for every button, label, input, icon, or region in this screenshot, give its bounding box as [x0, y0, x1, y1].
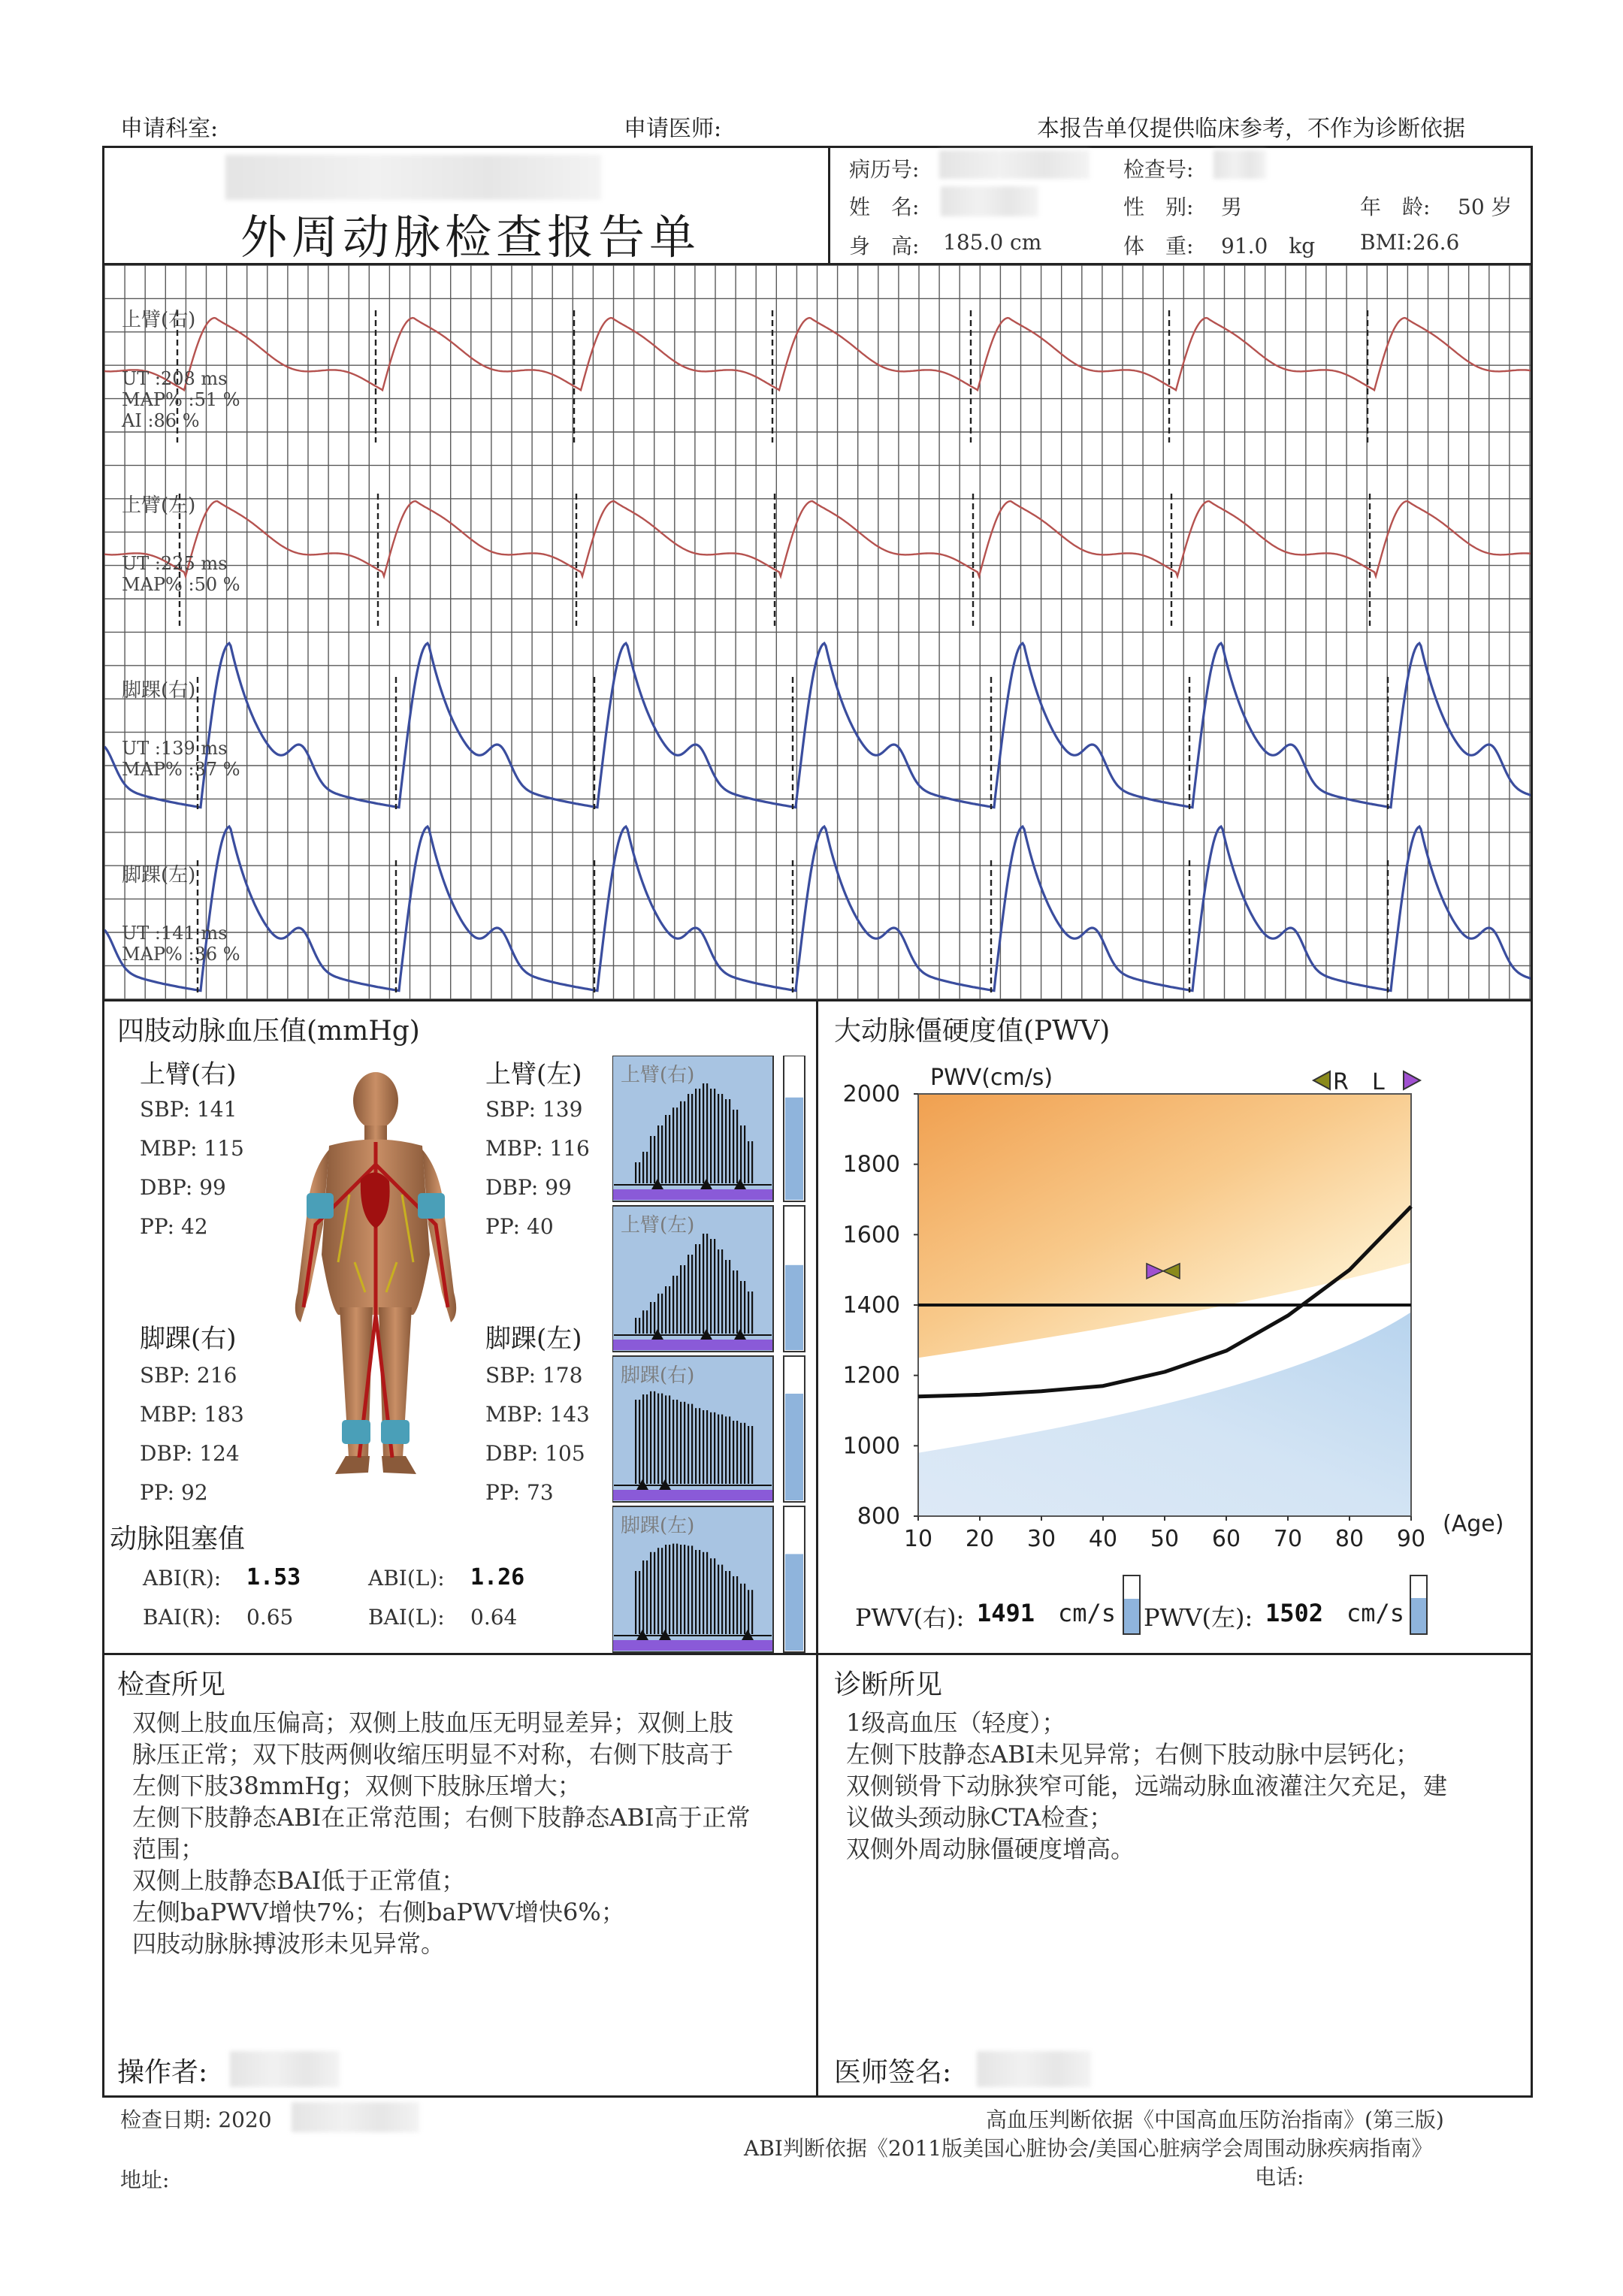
weight-label: 体 重:	[1123, 234, 1194, 258]
thumb-bar	[669, 1545, 670, 1634]
thumb-label: 上臂(左)	[621, 1214, 695, 1237]
x-tick-label: 20	[965, 1526, 995, 1552]
thumb-bar	[714, 1558, 715, 1634]
legend-r-label: R	[1333, 1069, 1349, 1095]
human-body-icon	[270, 1067, 481, 1488]
wave-ai: AI :86 %	[122, 410, 200, 431]
thumb-bar	[736, 1270, 738, 1334]
thumb-bar	[706, 1410, 708, 1484]
thumb-bar	[646, 1560, 648, 1634]
thumb-bar	[729, 1571, 730, 1634]
pwv-left-value: 1502	[1265, 1599, 1324, 1627]
thumb-bar	[669, 1115, 670, 1183]
thumb-bar	[680, 1545, 682, 1634]
doctor-label: 申请医师:	[624, 116, 722, 142]
thumb-bar	[710, 1412, 712, 1484]
thumb-bar	[635, 1162, 636, 1183]
abi-basis: ABI判断依据《2011版美国心脏协会/美国心脏病学会周围动脉疾病指南》	[744, 2136, 1433, 2161]
thumb-floor	[613, 1490, 772, 1500]
thumb-bar	[744, 1423, 745, 1484]
thumb-bar	[744, 1584, 745, 1634]
thumb-bar	[646, 1310, 648, 1334]
phone-label: 电话:	[1255, 2165, 1304, 2189]
thumb-bar	[703, 1234, 704, 1334]
thumb-floor	[613, 1340, 772, 1350]
thumb-bar	[718, 1249, 719, 1334]
thumb-bar	[684, 1265, 685, 1334]
pwv-age-label: (Age)	[1443, 1511, 1504, 1537]
sbp-value: SBP: 141	[140, 1097, 237, 1122]
pp-value: PP: 73	[485, 1480, 554, 1505]
abi-r-value: 1.53	[246, 1564, 301, 1591]
thumb-bar	[642, 1394, 644, 1484]
bmi-label: BMI:	[1360, 230, 1413, 255]
age-value: 50 岁	[1458, 195, 1513, 219]
wave-grid	[104, 265, 1531, 999]
limb-name: 脚踝(左)	[485, 1324, 582, 1354]
pwv-right-value: 1491	[977, 1599, 1035, 1627]
signature-redacted	[977, 2051, 1091, 2087]
thumb-bar	[676, 1400, 678, 1484]
sex-label: 性 别:	[1123, 195, 1194, 219]
wave-map: MAP% :36 %	[122, 944, 240, 965]
thumb-bar	[695, 1244, 697, 1334]
y-tick-label: 1600	[842, 1222, 900, 1249]
address-label: 地址:	[120, 2168, 170, 2192]
thumb-bar	[725, 1416, 727, 1484]
thumb-bar	[748, 1426, 749, 1484]
thumb-bar	[661, 1125, 663, 1183]
y-tick-label: 2000	[842, 1081, 900, 1107]
x-tick-label: 60	[1211, 1526, 1241, 1552]
record-no-label: 病历号:	[849, 157, 920, 182]
abi-r-label: ABI(R):	[143, 1566, 222, 1591]
thumb-bar	[733, 1270, 734, 1334]
x-tick-label: 80	[1334, 1526, 1365, 1552]
dept-label: 申请科室:	[120, 116, 219, 142]
thumb-bar	[748, 1590, 749, 1634]
thumb-bar	[688, 1255, 689, 1334]
thumb-bar	[740, 1281, 742, 1334]
thumb-bar	[718, 1565, 719, 1634]
thumb-bar	[654, 1136, 655, 1183]
thumb-bar	[680, 1402, 682, 1484]
thumb-bar	[676, 1276, 678, 1334]
thumb-bar	[699, 1550, 700, 1634]
thumb-bar	[688, 1404, 689, 1484]
thumb-bar	[706, 1083, 708, 1183]
age-label: 年 龄:	[1360, 195, 1431, 219]
diagnosis-line: 1级高血压（轻度）；	[846, 1708, 1066, 1737]
thumb-bar	[725, 1260, 727, 1334]
thumb-bar	[661, 1394, 663, 1484]
height-label: 身 高:	[849, 234, 920, 258]
sbp-value: SBP: 139	[485, 1097, 583, 1122]
bai-l-value: 0.64	[470, 1605, 518, 1630]
thumb-bar	[744, 1281, 745, 1334]
findings-line: 脉压正常；双下肢两侧收缩压明显不对称，右侧下肢高于	[132, 1740, 734, 1769]
thumb-bar	[672, 1400, 674, 1484]
thumb-bar	[665, 1545, 666, 1634]
thumb-bar	[672, 1107, 674, 1183]
findings-text	[132, 1707, 808, 1959]
name-label: 姓 名:	[849, 195, 920, 219]
thumb-bar	[699, 1244, 700, 1334]
thumb-bar	[729, 1099, 730, 1183]
legend-l-label: L	[1372, 1069, 1385, 1095]
x-tick-label: 50	[1150, 1526, 1180, 1552]
x-tick-label: 90	[1396, 1526, 1426, 1552]
thumb-bar	[736, 1576, 738, 1634]
bmi-value: 26.6	[1413, 230, 1460, 255]
limb-name: 脚踝(右)	[140, 1324, 237, 1354]
thumb-bar	[688, 1094, 689, 1183]
thumb-bar	[676, 1107, 678, 1183]
thumb-bar	[695, 1550, 697, 1634]
thumb-bar	[676, 1544, 678, 1634]
mbp-value: MBP: 115	[140, 1136, 244, 1161]
thumb-bar	[714, 1412, 715, 1484]
mbp-value: MBP: 183	[140, 1402, 244, 1427]
findings-line: 双侧上肢静态BAI低于正常值；	[132, 1866, 466, 1895]
exam-date-label: 检查日期: 2020	[120, 2107, 272, 2132]
findings-line: 四肢动脉脉搏波形未见异常。	[132, 1929, 446, 1958]
weight-value: 91.0 kg	[1221, 234, 1316, 258]
findings-line: 双侧上肢血压偏高；双侧上肢血压无明显差异；双侧上肢	[132, 1708, 734, 1737]
bp-section-title: 四肢动脉血压值(mmHg)	[117, 1016, 420, 1047]
thumb-bar	[691, 1094, 693, 1183]
thumb-bar	[740, 1125, 742, 1183]
x-tick-label: 40	[1088, 1526, 1118, 1552]
thumb-bar	[751, 1426, 753, 1484]
wave-map: MAP% :37 %	[122, 759, 240, 780]
sbp-value: SBP: 216	[140, 1363, 237, 1388]
thumb-bar	[642, 1310, 644, 1334]
thumb-bar	[642, 1560, 644, 1634]
wave-label-ankle-right: 脚踝(右)	[122, 679, 196, 702]
x-tick-label: 70	[1273, 1526, 1303, 1552]
thumb-bar	[672, 1544, 674, 1634]
thumb-bar	[721, 1094, 723, 1183]
thumb-bar	[695, 1089, 697, 1183]
operator-label: 操作者:	[117, 2057, 208, 2088]
thumb-bar	[691, 1545, 693, 1634]
wave-ut: UT :141 ms	[122, 923, 228, 944]
thumb-floor	[613, 1640, 772, 1651]
thumb-gauge-fill	[785, 1098, 803, 1200]
bai-l-label: BAI(L):	[368, 1605, 445, 1630]
exam-no-label: 检查号:	[1123, 157, 1194, 182]
findings-line: 左侧下肢38mmHg；双侧下肢脉压增大；	[132, 1772, 582, 1800]
abi-section-title: 动脉阻塞值	[110, 1524, 246, 1554]
thumb-bar	[706, 1234, 708, 1334]
thumb-bar	[669, 1286, 670, 1334]
pwv-right-label: PWV(右):	[855, 1603, 965, 1632]
height-value: 185.0 cm	[943, 230, 1042, 255]
exam-date-redacted	[292, 2102, 419, 2132]
legend-l	[1372, 1069, 1420, 1095]
thumb-bar	[688, 1545, 689, 1634]
thumb-bar	[639, 1318, 640, 1334]
findings-line: 范围；	[132, 1835, 205, 1863]
thumb-bar	[650, 1391, 651, 1484]
signature-label: 医师签名:	[834, 2057, 952, 2088]
pwv-right-unit: cm/s	[1058, 1599, 1117, 1627]
thumb-bar	[680, 1101, 682, 1183]
thumb-label: 上臂(右)	[621, 1064, 695, 1086]
thumb-gauge-fill	[785, 1554, 803, 1651]
thumb-bar	[650, 1302, 651, 1334]
thumb-bar	[748, 1292, 749, 1334]
thumb-bar	[646, 1394, 648, 1484]
thumb-bar	[661, 1294, 663, 1334]
thumb-bar	[736, 1110, 738, 1183]
pwv-right-gauge	[1123, 1575, 1141, 1635]
thumb-bar	[654, 1302, 655, 1334]
y-tick-label: 1200	[842, 1362, 900, 1389]
pp-value: PP: 42	[140, 1214, 208, 1239]
thumb-bar	[721, 1565, 723, 1634]
thumb-bar	[669, 1395, 670, 1484]
operator-redacted	[230, 2051, 340, 2087]
pp-value: PP: 92	[140, 1480, 208, 1505]
thumb-bar	[718, 1094, 719, 1183]
limb-name: 上臂(右)	[140, 1059, 237, 1089]
thumb-bar	[661, 1548, 663, 1634]
thumb-bar	[672, 1276, 674, 1334]
bai-r-label: BAI(R):	[143, 1605, 222, 1630]
wave-ut: UT :208 ms	[122, 368, 228, 389]
wave-label-ankle-left: 脚踝(左)	[122, 864, 196, 887]
x-tick-label: 10	[903, 1526, 933, 1552]
thumb-bar	[657, 1548, 659, 1634]
thumb-bar	[699, 1408, 700, 1484]
thumb-bar	[639, 1571, 640, 1634]
thumb-bar	[751, 1292, 753, 1334]
thumb-bar	[684, 1545, 685, 1634]
thumb-bar	[706, 1552, 708, 1634]
diagnosis-line: 双侧锁骨下动脉狭窄可能，远端动脉血液灌注欠充足，建	[846, 1772, 1448, 1800]
dbp-value: DBP: 99	[485, 1175, 572, 1200]
thumb-bar	[665, 1115, 666, 1183]
abi-l-label: ABI(L):	[368, 1566, 445, 1591]
diagnosis-line: 双侧外周动脉僵硬度增高。	[846, 1835, 1135, 1863]
thumb-bar	[646, 1152, 648, 1183]
thumb-bar	[639, 1400, 640, 1484]
divider	[828, 146, 830, 264]
thumb-bar	[703, 1552, 704, 1634]
legend-r-marker	[1313, 1071, 1330, 1089]
x-tick-label: 30	[1026, 1526, 1056, 1552]
thumb-bar	[733, 1421, 734, 1484]
exam-no-redacted	[1213, 150, 1266, 179]
thumb-gauge-fill	[785, 1394, 803, 1500]
wave-ut: UT :225 ms	[122, 553, 228, 574]
thumb-bar	[718, 1415, 719, 1484]
thumb-bar	[703, 1410, 704, 1484]
thumb-bar	[650, 1136, 651, 1183]
gauge-fill	[1411, 1598, 1426, 1633]
sex-value: 男	[1221, 195, 1243, 219]
thumb-bar	[733, 1110, 734, 1183]
bai-r-value: 0.65	[246, 1605, 294, 1630]
legend-r	[1313, 1069, 1349, 1095]
thumb-bar	[725, 1571, 727, 1634]
thumb-bar	[642, 1152, 644, 1183]
pp-value: PP: 40	[485, 1214, 554, 1239]
thumb-bar	[748, 1141, 749, 1183]
gauge-fill	[1124, 1599, 1139, 1633]
pwv-left-gauge	[1410, 1575, 1428, 1635]
hospital-name-redacted	[225, 155, 601, 200]
thumb-bar	[714, 1239, 715, 1334]
thumb-bar	[710, 1558, 712, 1634]
diagnosis-text	[846, 1707, 1522, 1865]
thumb-bar	[695, 1408, 697, 1484]
thumb-bar	[654, 1552, 655, 1634]
wave-label-upper-left: 上臂(左)	[122, 494, 196, 517]
thumb-bar	[665, 1286, 666, 1334]
thumb-bar	[721, 1249, 723, 1334]
pwv-unit-label: PWV(cm/s)	[930, 1065, 1053, 1091]
thumb-label: 脚踝(左)	[621, 1515, 695, 1537]
y-tick-label: 1800	[842, 1151, 900, 1178]
thumb-bar	[684, 1402, 685, 1484]
thumb-bar	[751, 1141, 753, 1183]
diagnosis-title: 诊断所见	[834, 1669, 943, 1700]
dbp-value: DBP: 99	[140, 1175, 226, 1200]
thumb-bar	[729, 1260, 730, 1334]
thumb-bar	[657, 1294, 659, 1334]
diagnosis-line: 议做头颈动脉CTA检查；	[846, 1803, 1114, 1832]
thumb-label: 脚踝(右)	[621, 1364, 695, 1387]
mbp-value: MBP: 143	[485, 1402, 590, 1427]
thumb-bar	[639, 1162, 640, 1183]
y-tick-label: 1400	[842, 1292, 900, 1319]
y-tick-label: 800	[857, 1503, 900, 1530]
divider	[102, 1653, 1533, 1655]
wave-map: MAP% :51 %	[122, 389, 240, 410]
diagnosis-line: 左侧下肢静态ABI未见异常；右侧下肢动脉中层钙化；	[846, 1740, 1420, 1769]
thumb-floor	[613, 1189, 772, 1200]
thumb-gauge-fill	[785, 1265, 803, 1350]
thumb-bar	[691, 1404, 693, 1484]
thumb-bar	[725, 1099, 727, 1183]
thumb-bar	[684, 1101, 685, 1183]
pulse-thumbnails	[612, 1056, 808, 1657]
thumb-bar	[751, 1590, 753, 1634]
thumb-bar	[740, 1584, 742, 1634]
htn-basis: 高血压判断依据《中国高血压防治指南》(第三版)	[986, 2107, 1444, 2132]
pwv-section-title: 大动脉僵硬度值(PWV)	[834, 1016, 1111, 1047]
report-title: 外周动脉检查报告单	[240, 210, 701, 264]
thumb-bar	[635, 1318, 636, 1334]
wave-ut: UT :139 ms	[122, 738, 228, 759]
thumb-bar	[736, 1421, 738, 1484]
thumb-bar	[710, 1239, 712, 1334]
legend-l-marker	[1404, 1071, 1420, 1089]
thumb-bar	[650, 1552, 651, 1634]
thumb-bar	[733, 1576, 734, 1634]
thumb-bar	[691, 1255, 693, 1334]
thumb-bar	[703, 1083, 704, 1183]
thumb-bar	[654, 1391, 655, 1484]
findings-line: 左侧baPWV增快7%；右侧baPWV增快6%；	[132, 1898, 625, 1926]
disclaimer: 本报告单仅提供临床参考，不作为诊断依据	[1037, 116, 1465, 142]
thumb-bar	[657, 1125, 659, 1183]
wave-label-upper-right: 上臂(右)	[122, 309, 196, 331]
mbp-value: MBP: 116	[485, 1136, 590, 1161]
thumb-bar	[680, 1265, 682, 1334]
dbp-value: DBP: 124	[140, 1441, 240, 1466]
thumb-bar	[635, 1571, 636, 1634]
record-no-redacted	[939, 150, 1090, 179]
thumb-bar	[710, 1089, 712, 1183]
limb-name: 上臂(左)	[485, 1059, 582, 1089]
thumb-bar	[740, 1423, 742, 1484]
y-tick-label: 1000	[842, 1433, 900, 1460]
abi-l-value: 1.26	[470, 1564, 525, 1591]
wave-map: MAP% :50 %	[122, 574, 240, 595]
thumb-bar	[665, 1395, 666, 1484]
pwv-chart	[827, 1052, 1525, 1570]
sbp-value: SBP: 178	[485, 1363, 583, 1388]
thumb-bar	[744, 1125, 745, 1183]
divider	[816, 999, 818, 2098]
pwv-left-unit: cm/s	[1346, 1599, 1405, 1627]
thumb-bar	[699, 1089, 700, 1183]
thumb-bar	[721, 1415, 723, 1484]
dbp-value: DBP: 105	[485, 1441, 585, 1466]
thumb-bar	[714, 1089, 715, 1183]
thumb-bar	[635, 1400, 636, 1484]
thumb-bar	[657, 1394, 659, 1484]
thumb-bar	[729, 1416, 730, 1484]
findings-line: 左侧下肢静态ABI在正常范围；右侧下肢静态ABI高于正常	[132, 1803, 751, 1832]
pulse-waveforms	[104, 265, 1531, 999]
findings-title: 检查所见	[117, 1669, 226, 1700]
name-redacted	[941, 186, 1038, 216]
pwv-left-label: PWV(左):	[1144, 1603, 1253, 1632]
